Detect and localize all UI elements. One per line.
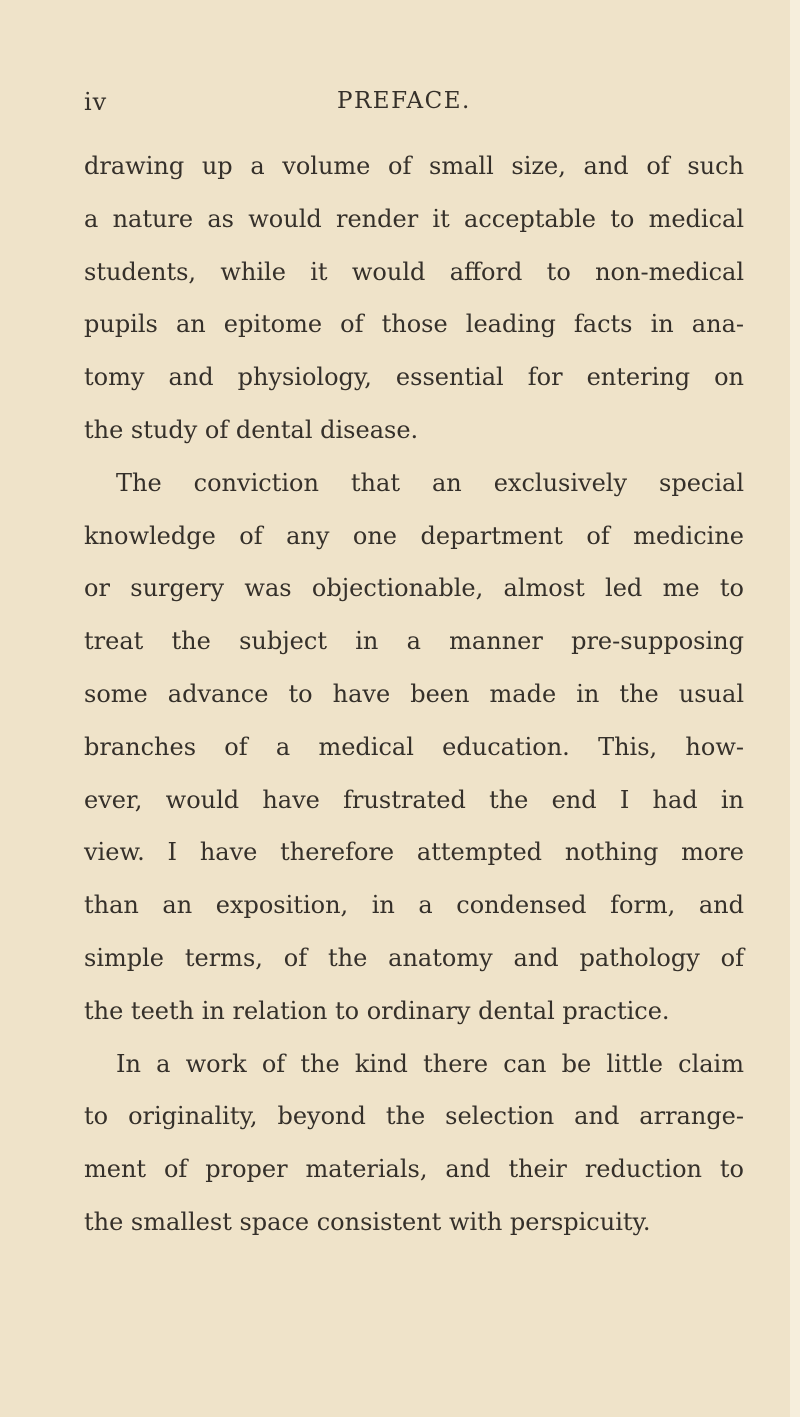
text-line: branches of a medical education. This, how-	[84, 732, 744, 761]
text-line: simple terms, of the anatomy and pathology of	[84, 943, 744, 972]
text-line: a nature as would render it acceptable to medical	[84, 204, 744, 233]
text-line: some advance to have been made in the usual	[84, 679, 744, 708]
text-line: students, while it would afford to non-medical	[84, 257, 744, 286]
text-line: the study of dental disease.	[84, 415, 419, 444]
text-line: to originality, beyond the selection and arrange-	[84, 1102, 744, 1131]
text-line: tomy and physiology, essential for entering on	[84, 363, 744, 392]
text-line: knowledge of any one department of medicine	[84, 521, 744, 550]
text-line: ment of proper materials, and their reduction to	[84, 1155, 744, 1184]
text-line: the smallest space consistent with perspicuity.	[84, 1207, 651, 1236]
paragraph-start-line: In a work of the kind there can be little claim	[116, 1049, 744, 1078]
text-line: treat the subject in a manner pre-supposing	[84, 627, 744, 656]
page-number: iv	[84, 88, 108, 116]
paragraph-start-line: The conviction that an exclusively special	[116, 468, 744, 497]
running-head: PREFACE.	[337, 88, 471, 114]
text-line: view. I have therefore attempted nothing more	[84, 838, 744, 867]
text-line: drawing up a volume of small size, and of such	[84, 152, 744, 180]
text-line: ever, would have frustrated the end I had in	[84, 785, 744, 814]
page-header	[84, 88, 744, 128]
text-line: pupils an epitome of those leading facts in ana-	[84, 310, 744, 339]
text-line: than an exposition, in a condensed form, and	[84, 891, 744, 920]
text-line: the teeth in relation to ordinary dental practice.	[84, 996, 670, 1025]
page-edge	[790, 0, 800, 1417]
preface-text	[84, 140, 744, 1249]
text-line: or surgery was objectionable, almost led me to	[84, 574, 744, 603]
